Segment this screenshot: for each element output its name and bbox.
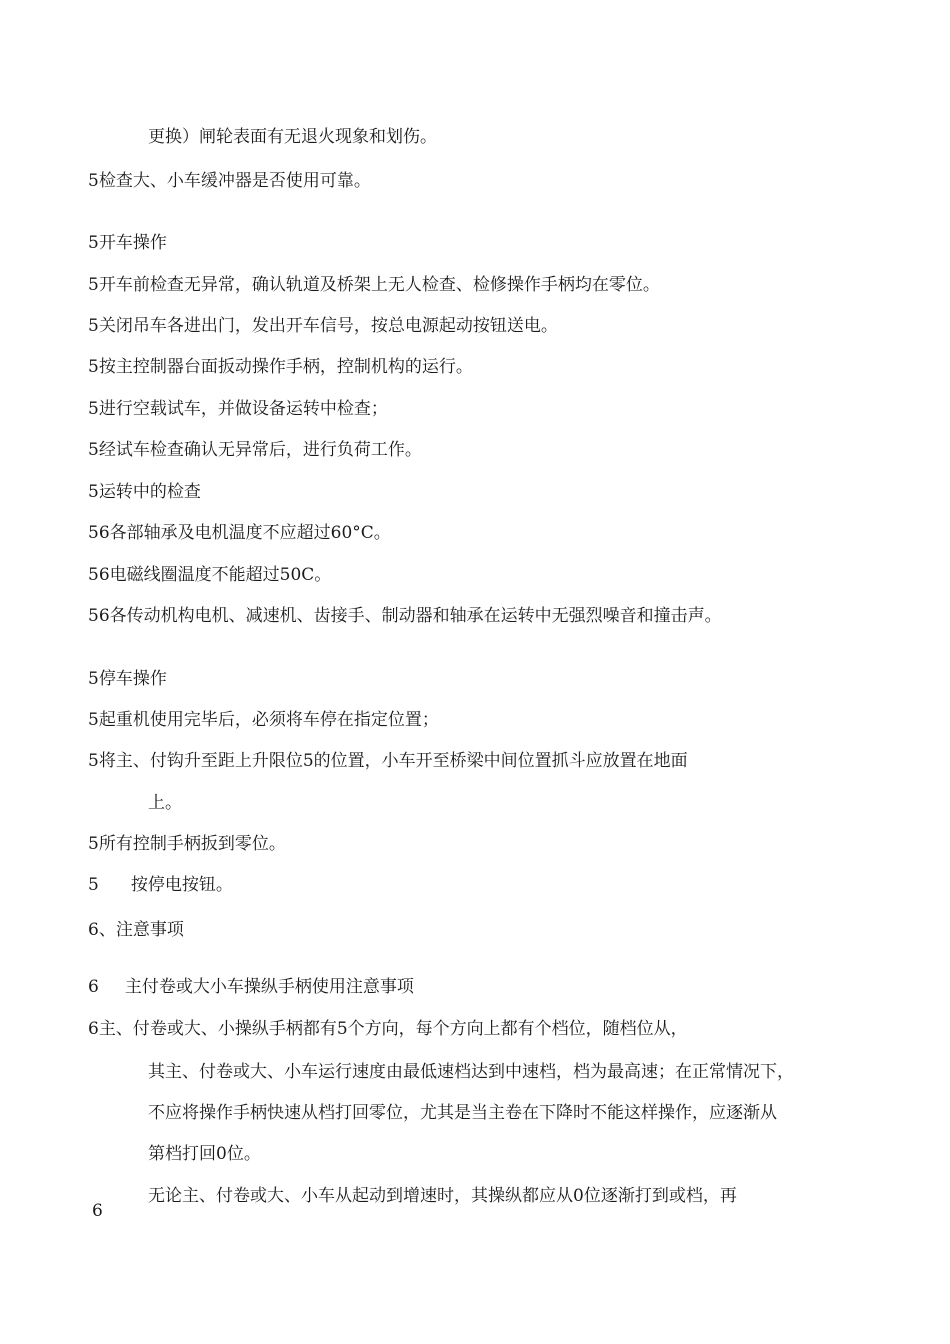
section-heading: 6、注意事项 (88, 920, 184, 940)
section-heading: 5运转中的检查 (88, 482, 201, 502)
text-line: 更换）闸轮表面有无退火现象和划伤。 (148, 127, 437, 147)
text-line: 5检查大、小车缓冲器是否使用可靠。 (88, 171, 371, 191)
text-line: 5关闭吊车各进出门，发出开车信号，按总电源起动按钮送电。 (88, 316, 558, 336)
text-line: 5所有控制手柄扳到零位。 (88, 834, 286, 854)
text-line: 5起重机使用完毕后，必须将车停在指定位置； (88, 710, 439, 730)
text-line: 无论主、付卷或大、小车从起动到增速时，其操纵都应从0位逐渐打到或档，再 (148, 1186, 737, 1206)
text-line: 不应将操作手柄快速从档打回零位，尤其是当主卷在下降时不能这样操作，应逐渐从 (148, 1103, 777, 1123)
section-heading: 5停车操作 (88, 669, 167, 689)
section-heading: 5开车操作 (88, 233, 167, 253)
text-line: 5按主控制器台面扳动操作手柄，控制机构的运行。 (88, 357, 473, 377)
text-line: 第档打回0位。 (148, 1144, 261, 1164)
item-text: 按停电按钮。 (130, 875, 233, 895)
item-text: 主付卷或大小车操纵手柄使用注意事项 (124, 977, 414, 997)
item-number: 6 (88, 977, 99, 997)
text-line: 6主、付卷或大、小操纵手柄都有5个方向，每个方向上都有个档位，随档位从， (88, 1019, 688, 1039)
text-line: 5经试车检查确认无异常后，进行负荷工作。 (88, 440, 422, 460)
text-line: 56各部轴承及电机温度不应超过60°C。 (88, 523, 391, 543)
text-line: 56各传动机构电机、减速机、齿接手、制动器和轴承在运转中无强烈噪音和撞击声。 (88, 606, 722, 626)
text-line: 5将主、付钩升至距上升限位5的位置，小车开至桥梁中间位置抓斗应放置在地面 (88, 751, 688, 771)
text-line: 其主、付卷或大、小车运行速度由最低速档达到中速档，档为最高速；在正常情况下， (148, 1062, 794, 1082)
subsection-heading (88, 976, 414, 998)
text-line: 5进行空载试车，并做设备运转中检查； (88, 399, 388, 419)
text-line: 上。 (148, 793, 182, 813)
item-number: 6 (92, 1201, 103, 1221)
text-line: 56电磁线圈温度不能超过50C。 (88, 565, 332, 585)
text-line (88, 874, 233, 896)
item-number: 5 (88, 875, 99, 895)
text-line: 5开车前检查无异常，确认轨道及桥架上无人检查、检修操作手柄均在零位。 (88, 275, 660, 295)
